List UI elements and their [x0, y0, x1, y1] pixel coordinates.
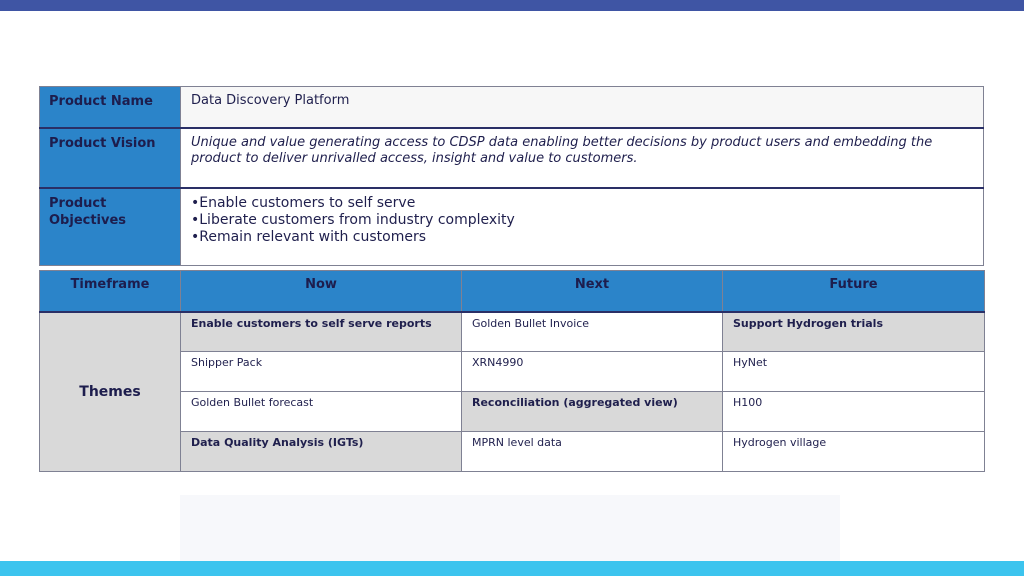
product-objectives-label [40, 188, 181, 266]
product-name-label: Product Name [40, 87, 181, 128]
roadmap-row [40, 432, 985, 472]
theme-cell: H100 [723, 392, 985, 432]
header-timeframe: Timeframe [40, 271, 181, 312]
roadmap-table [39, 270, 985, 472]
theme-cell: Reconciliation (aggregated view) [462, 392, 723, 432]
theme-cell: Data Quality Analysis (IGTs) [181, 432, 462, 472]
product-vision-value: Unique and value generating access to CDSP data enabling better decisions by product users and embedding the product to deliver unrivalled access, insight and value to customers. [181, 128, 984, 188]
roadmap-row [40, 312, 985, 352]
header-future: Future [723, 271, 985, 312]
objective-item: •Liberate customers from industry complexity [191, 211, 515, 228]
theme-cell: HyNet [723, 352, 985, 392]
header-next: Next [462, 271, 723, 312]
product-name-value: Data Discovery Platform [181, 87, 984, 128]
theme-cell: MPRN level data [462, 432, 723, 472]
product-objectives-row [40, 188, 984, 266]
header-now: Now [181, 271, 462, 312]
objectives-label-line1: Product [49, 195, 107, 211]
product-objectives-list [181, 188, 984, 266]
roadmap-row [40, 392, 985, 432]
roadmap-header-row [40, 271, 985, 312]
product-name-row [40, 87, 984, 128]
theme-cell: Golden Bullet forecast [181, 392, 462, 432]
theme-cell: Enable customers to self serve reports [181, 312, 462, 352]
top-accent-bar [0, 0, 1024, 11]
theme-cell: XRN4990 [462, 352, 723, 392]
product-vision-label: Product Vision [40, 128, 181, 188]
theme-cell: Shipper Pack [181, 352, 462, 392]
bottom-accent-bar [0, 561, 1024, 576]
roadmap-row [40, 352, 985, 392]
theme-cell: Golden Bullet Invoice [462, 312, 723, 352]
background-shape [180, 495, 840, 561]
product-summary-table [39, 86, 984, 266]
themes-label: Themes [40, 312, 181, 472]
objective-item: •Remain relevant with customers [191, 228, 427, 245]
product-vision-row [40, 128, 984, 188]
theme-cell: Hydrogen village [723, 432, 985, 472]
objectives-label-line2: Objectives [49, 212, 127, 228]
theme-cell: Support Hydrogen trials [723, 312, 985, 352]
objective-item: •Enable customers to self serve [191, 194, 416, 211]
